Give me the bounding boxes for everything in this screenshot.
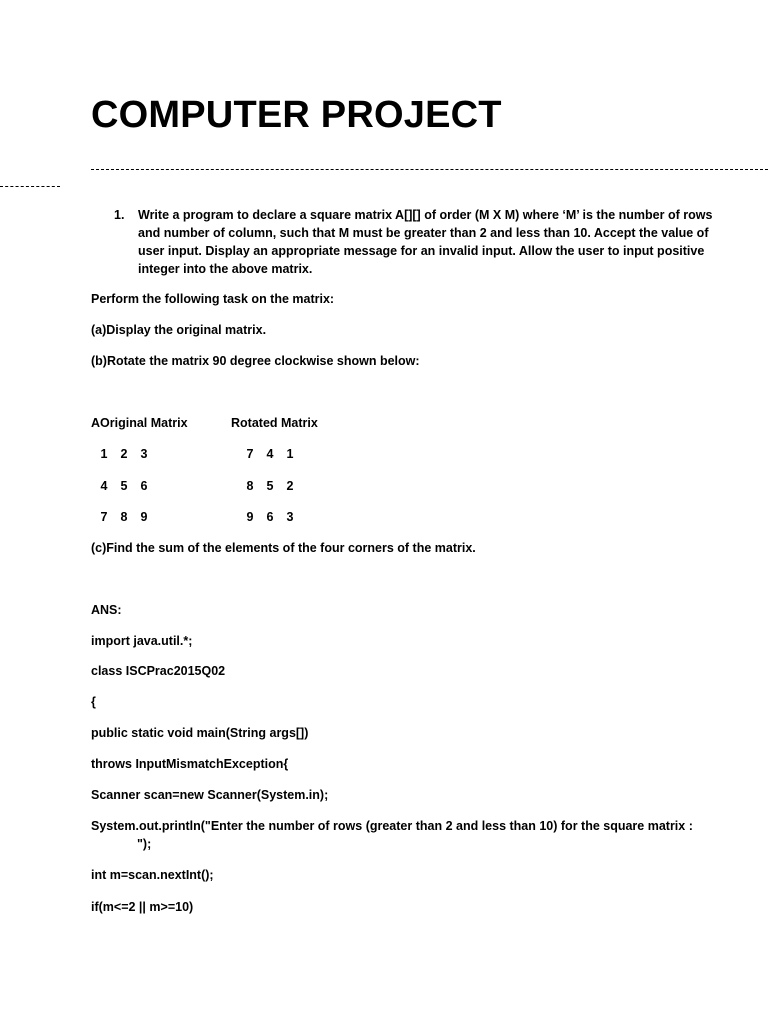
task-a: (a)Display the original matrix.: [91, 323, 267, 337]
original-matrix-cell: 3: [140, 447, 148, 461]
rotated-matrix-cell: 5: [266, 479, 274, 493]
rotated-matrix-cell: 7: [246, 447, 254, 461]
original-matrix-cell: 8: [120, 510, 128, 524]
code-line: if(m<=2 || m>=10): [91, 900, 194, 914]
question-text: Write a program to declare a square matrix A[][] of order (M X M) where ‘M’ is the number of rows and number of column, such that M must be greater than 2 and less than 10. Accept the value of user input. Display an appropriate message for an invalid input. Allow the user to input positive integer into the above matrix.: [138, 208, 713, 276]
rotated-matrix-cell: 1: [286, 447, 294, 461]
task-c: (c)Find the sum of the elements of the four corners of the matrix.: [91, 541, 476, 555]
original-matrix-cell: 9: [140, 510, 148, 524]
original-matrix-cell: 7: [100, 510, 108, 524]
document-title: COMPUTER PROJECT: [91, 94, 502, 136]
code-line: class ISCPrac2015Q02: [91, 664, 226, 678]
rotated-matrix-cell: 9: [246, 510, 254, 524]
rotated-matrix-label: Rotated Matrix: [231, 416, 318, 430]
code-line: Scanner scan=new Scanner(System.in);: [91, 788, 329, 802]
code-line: int m=scan.nextInt();: [91, 868, 214, 882]
original-matrix-cell: 4: [100, 479, 108, 493]
rotated-matrix-cell: 3: [286, 510, 294, 524]
dashed-divider-continuation: [0, 186, 60, 187]
code-line: System.out.println("Enter the number of rows (greater than 2 and less than 10) for the square matrix :: [91, 819, 693, 833]
code-line: throws InputMismatchException{: [91, 757, 289, 771]
rotated-matrix-cell: 4: [266, 447, 274, 461]
rotated-matrix-cell: 8: [246, 479, 254, 493]
original-matrix-cell: 5: [120, 479, 128, 493]
code-line: public static void main(String args[]): [91, 726, 309, 740]
question-number: 1.: [114, 208, 125, 222]
original-matrix-cell: 6: [140, 479, 148, 493]
rotated-matrix-cell: 2: [286, 479, 294, 493]
original-matrix-cell: 2: [120, 447, 128, 461]
code-line-continuation: ");: [137, 837, 152, 851]
answer-label: ANS:: [91, 603, 122, 617]
code-line: {: [91, 695, 96, 709]
rotated-matrix-cell: 6: [266, 510, 274, 524]
dashed-divider: [91, 169, 768, 170]
original-matrix-cell: 1: [100, 447, 108, 461]
original-matrix-label: AOriginal Matrix: [91, 416, 188, 430]
code-line: import java.util.*;: [91, 634, 193, 648]
task-intro: Perform the following task on the matrix:: [91, 292, 335, 306]
task-b: (b)Rotate the matrix 90 degree clockwise shown below:: [91, 354, 420, 368]
